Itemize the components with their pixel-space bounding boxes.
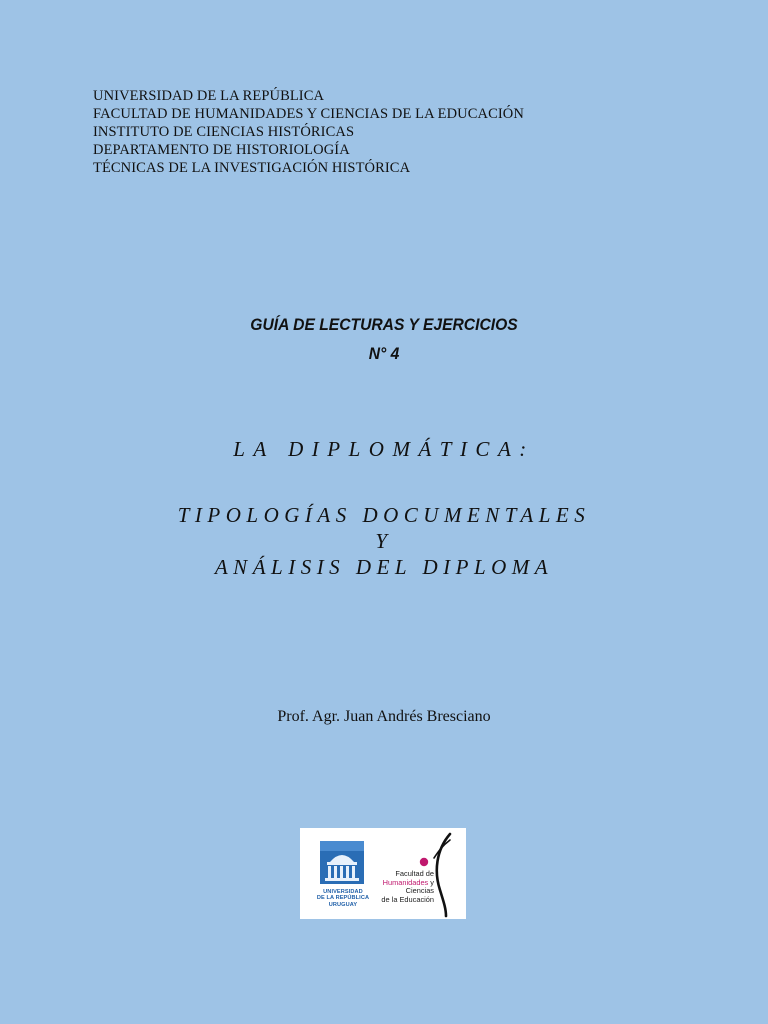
fhce-logo-text: Facultad de Humanidades y Ciencias de la Educación bbox=[381, 869, 434, 904]
subtitle-line-3: ANÁLISIS DEL DIPLOMA bbox=[214, 555, 554, 579]
institution-line-university: UNIVERSIDAD DE LA REPÚBLICA bbox=[93, 88, 325, 104]
document-subtitle bbox=[0, 502, 768, 580]
institution-line-course: TÉCNICAS DE LA INVESTIGACIÓN HISTÓRICA bbox=[93, 160, 411, 176]
institution-line-institute: INSTITUTO DE CIENCIAS HISTÓRICAS bbox=[93, 124, 355, 140]
udelar-logo-text: UNIVERSIDAD DE LA REPÚBLICA URUGUAY bbox=[316, 889, 370, 908]
guide-title: GUÍA DE LECTURAS Y EJERCICIOS bbox=[250, 315, 518, 334]
institution-logos bbox=[300, 828, 466, 919]
subtitle-line-2: Y bbox=[375, 529, 393, 553]
guide-heading bbox=[31, 310, 738, 368]
document-title: LA DIPLOMÁTICA: bbox=[233, 437, 535, 461]
institution-line-faculty: FACULTAD DE HUMANIDADES Y CIENCIAS DE LA EDUCACIÓN bbox=[93, 106, 524, 122]
udelar-building-icon bbox=[320, 841, 364, 884]
institution-header bbox=[93, 87, 524, 177]
institution-line-department: DEPARTAMENTO DE HISTORIOLOGÍA bbox=[93, 142, 350, 158]
author-name: Prof. Agr. Juan Andrés Bresciano bbox=[277, 708, 491, 725]
guide-number: N° 4 bbox=[368, 344, 400, 363]
subtitle-line-1: TIPOLOGÍAS DOCUMENTALES bbox=[177, 503, 591, 527]
